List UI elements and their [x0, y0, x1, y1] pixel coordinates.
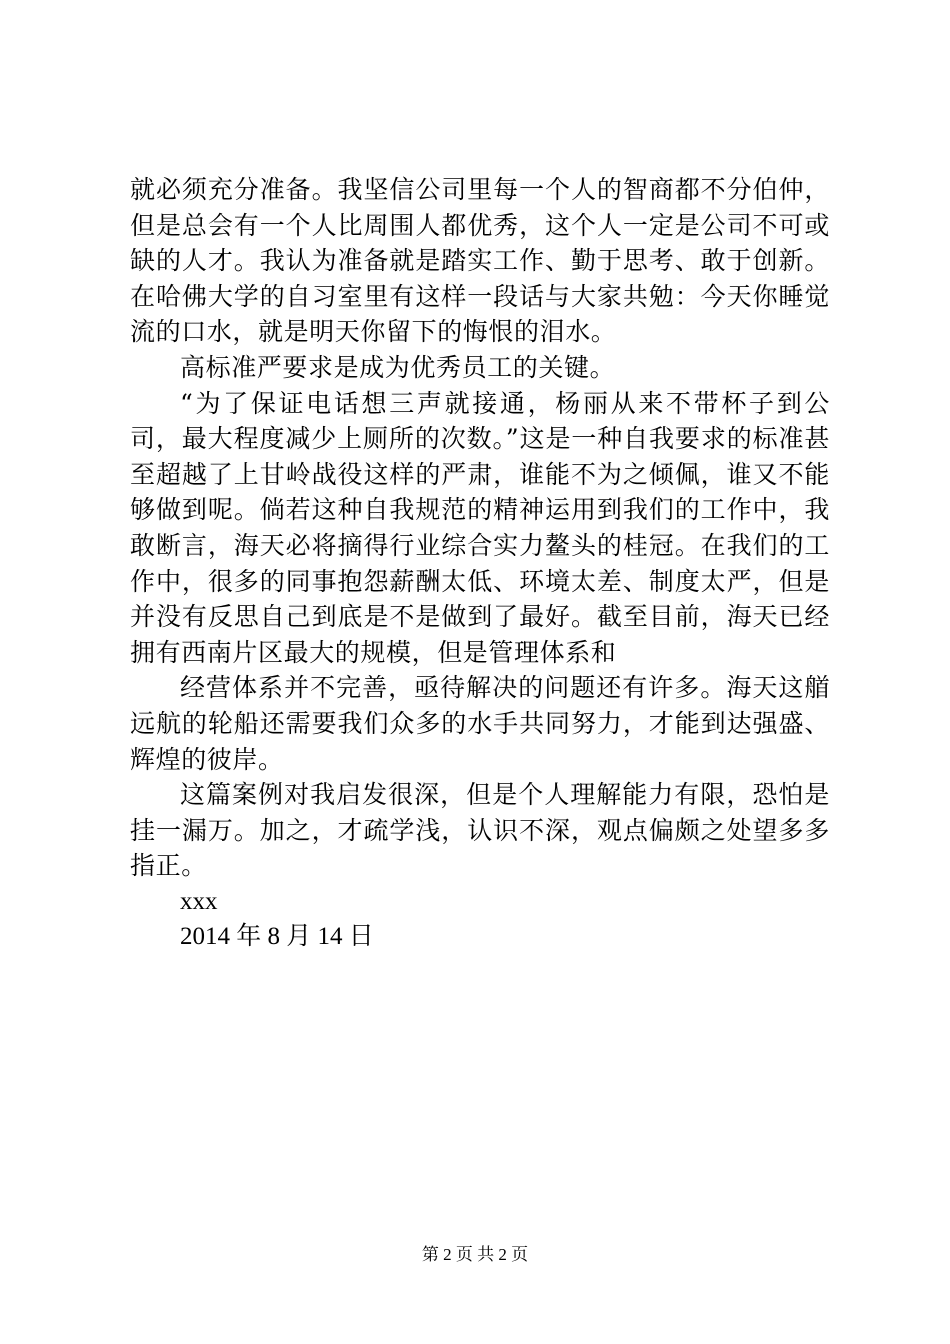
paragraph-2: 高标准严要求是成为优秀员工的关键。: [180, 352, 616, 382]
paragraph-4: 经营体系并不完善，亟待解决的问题还有许多。海天这艏远航的轮船还需要我们众多的水手共同努力，才能到达强盛、辉煌的彼岸。: [130, 673, 830, 774]
paragraph-5: 这篇案例对我启发很深，但是个人理解能力有限，恐怕是挂一漏万。加之，才疏学浅，认识不深，观点偏颇之处望多多指正。: [130, 780, 830, 881]
paragraph-3: “为了保证电话想三声就接通，杨丽从来不带杯子到公司，最大程度减少上厕所的次数。”这是一种自我要求的标准甚至超越了上甘岭战役这样的严肃，谁能不为之倾佩，谁又不能够做到呢。倘若这种自我规范的精神运用到我们的工作中，我敢断言，海天必将摘得行业综合实力鳌头的桂冠。在我们的工作中，很多的同事抱怨薪酬太低、环境太差、制度太严，但是并没有反思自己到底是不是做到了最好。截至目前，海天已经拥有西南片区最大的规模，但是管理体系和: [130, 388, 830, 667]
signature-name: xxx: [180, 887, 218, 915]
signature-date: 2014 年 8 月 14 日: [180, 923, 374, 951]
document-body: [130, 172, 830, 955]
page-footer: 第 2 页 共 2 页: [421, 1245, 529, 1264]
paragraph-1: 就必须充分准备。我坚信公司里每一个人的智商都不分伯仲，但是总会有一个人比周围人都优秀，这个人一定是公司不可或缺的人才。我认为准备就是踏实工作、勤于思考、敢于创新。在哈佛大学的自习室里有这样一段话与大家共勉：今天你睡觉流的口水，就是明天你留下的悔恨的泪水。: [130, 175, 830, 347]
